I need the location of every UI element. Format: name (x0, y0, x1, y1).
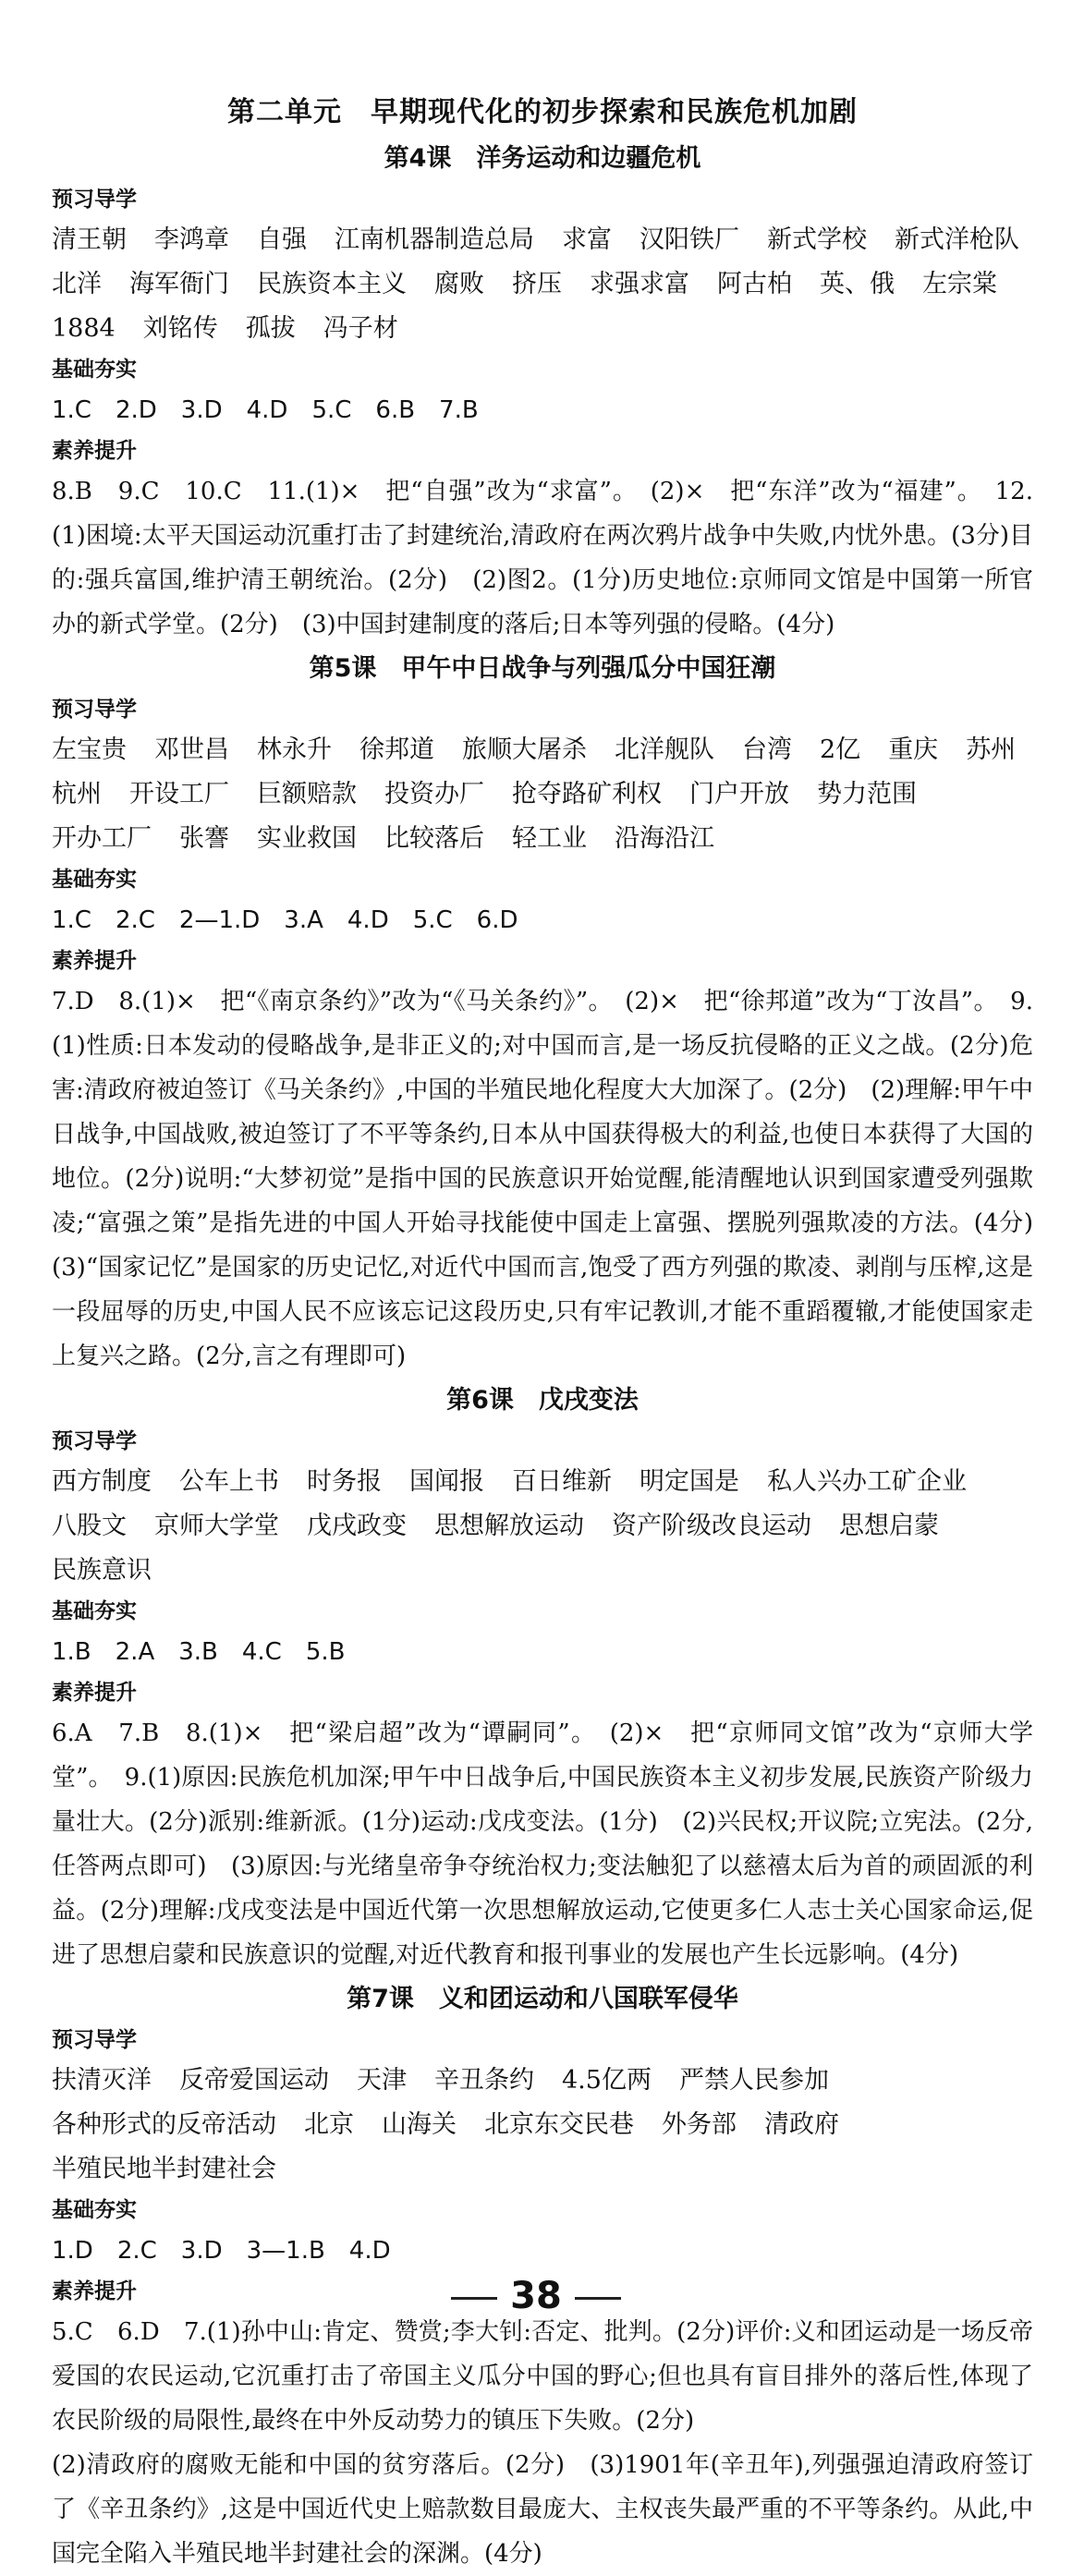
literacy-answer: 8.B 9.C 10.C 11.(1)× 把“自强”改为“求富”。 (2)× 把“东洋”改为“福建”。 12.(1)困境:太平天国运动沉重打击了封建统治,清政府在两次鸦片战争中失败,内忧外患。(3分)目的:强兵富国,维护清王朝统治。(2分) (2)图2。(1分)历史地位:京师同文馆是中国第一所官办的新式学堂。(2分) (3)中国封建制度的落后;日本等列强的侵略。(4分) (52, 478, 1033, 638)
term: 英、俄 (820, 270, 895, 298)
preview-terms (52, 2059, 1033, 2192)
term: 民族意识 (52, 1556, 152, 1585)
lesson-section (52, 1379, 1033, 1977)
term: 京师大学堂 (154, 1512, 279, 1540)
basic-answers: 1.C 2.D 3.D 4.D 5.C 6.B 7.B (52, 396, 479, 424)
section-heading-literacy: 素养提升 (52, 949, 137, 973)
term: 左宗棠 (922, 270, 997, 298)
term: 冯子材 (323, 314, 398, 343)
lesson-section (52, 137, 1033, 647)
term: 杭州 (52, 780, 102, 808)
term: 开设工厂 (129, 780, 229, 808)
lesson-title: 第7课 义和团运动和八国联军侵华 (347, 1985, 738, 2013)
term: 百日维新 (512, 1467, 612, 1496)
preview-terms (52, 1460, 1033, 1593)
lesson-title: 第5课 甲午中日战争与列强瓜分中国狂潮 (309, 654, 776, 683)
term: 外务部 (662, 2110, 737, 2139)
page-number-text: 38 (510, 2275, 562, 2317)
basic-answers: 1.D 2.C 3.D 3—1.B 4.D (52, 2237, 391, 2265)
term: 轻工业 (512, 824, 587, 853)
term: 私人兴办工矿企业 (767, 1467, 967, 1496)
term: 沿海沿江 (615, 824, 714, 853)
section-heading-literacy: 素养提升 (52, 2279, 137, 2303)
section-heading-preview: 预习导学 (52, 1429, 137, 1453)
term: 民族资本主义 (257, 270, 407, 298)
term: 公车上书 (179, 1467, 279, 1496)
literacy-answer: (2)清政府的腐败无能和中国的贫穷落后。(2分) (3)1901年(辛丑年),列强强迫清政府签订了《辛丑条约》,这是中国近代史上赔款数目最庞大、主权丧失最严重的不平等条约。从此,中国完全陷入半殖民地半封建社会的深渊。(4分) (52, 2451, 1033, 2568)
term: 扶清灭洋 (52, 2066, 152, 2095)
term: 思想启蒙 (839, 1512, 939, 1540)
literacy-answer: 6.A 7.B 8.(1)× 把“梁启超”改为“谭嗣同”。 (2)× 把“京师同文馆”改为“京师大学堂”。 9.(1)原因:民族危机加深;甲午中日战争后,中国民族资本主义初步发展,民族资产阶级力量壮大。(2分)派别:维新派。(1分)运动:戊戌变法。(1分) (2)兴民权;开议院;立宪法。(2分,任答两点即可) (3)原因:与光绪皇帝争夺统治权力;变法触犯了以慈禧太后为首的顽固派的利益。(2分)理解:戊戌变法是中国近代第一次思想解放运动,它使更多仁人志士关心国家命运,促进了思想启蒙和民族意识的觉醒,对近代教育和报刊事业的发展也产生长远影响。(4分) (52, 1719, 1033, 1969)
term: 抢夺路矿利权 (512, 780, 662, 808)
term: 求强求富 (590, 270, 689, 298)
literacy-answer: 5.C 6.D 7.(1)孙中山:肯定、赞赏;李大钊:否定、批判。(2分)评价:义和团运动是一场反帝爱国的农民运动,它沉重打击了帝国主义瓜分中国的野心;但也具有盲目排外的落后性,体现了农民阶级的局限性,最终在中外反动势力的镇压下失败。(2分) (52, 2318, 1033, 2435)
term: 挤压 (512, 270, 562, 298)
term: 八股文 (52, 1512, 127, 1540)
term: 辛丑条约 (434, 2066, 534, 2095)
section-heading-basic: 基础夯实 (52, 1599, 137, 1623)
term: 实业救国 (257, 824, 357, 853)
term: 明定国是 (640, 1467, 739, 1496)
term: 山海关 (382, 2110, 457, 2139)
lesson-title: 第4课 洋务运动和边疆危机 (384, 144, 701, 173)
term: 孤拔 (245, 314, 296, 343)
basic-answers: 1.B 2.A 3.B 4.C 5.B (52, 1638, 346, 1666)
term: 阿古柏 (717, 270, 792, 298)
section-heading-literacy: 素养提升 (52, 1681, 137, 1705)
unit-title: 第二单元 早期现代化的初步探索和民族危机加剧 (227, 96, 858, 128)
term: 4.5亿两 (562, 2066, 652, 2095)
lesson-title: 第6课 戊戌变法 (446, 1386, 639, 1415)
term: 1884 (52, 314, 116, 343)
term: 天津 (357, 2066, 407, 2095)
term: 半殖民地半封建社会 (52, 2155, 276, 2183)
preview-terms (52, 218, 1033, 351)
term: 各种形式的反帝活动 (52, 2110, 276, 2139)
term: 北京东交民巷 (484, 2110, 634, 2139)
dash-right (575, 2297, 621, 2300)
term: 江南机器制造总局 (335, 225, 534, 254)
term: 巨额赔款 (257, 780, 357, 808)
term: 重庆 (888, 735, 939, 764)
dash-left (451, 2297, 497, 2300)
lesson-section (52, 647, 1058, 1379)
term: 刘铭传 (142, 314, 218, 343)
term: 门户开放 (689, 780, 789, 808)
term: 思想解放运动 (434, 1512, 584, 1540)
term: 汉阳铁厂 (640, 225, 739, 254)
term: 左宝贵 (52, 735, 127, 764)
term: 比较落后 (384, 824, 484, 853)
term: 邓世昌 (154, 735, 229, 764)
term: 国闻报 (409, 1467, 484, 1496)
section-heading-basic: 基础夯实 (52, 868, 137, 892)
term: 徐邦道 (359, 735, 434, 764)
term: 李鸿章 (154, 225, 229, 254)
section-heading-basic: 基础夯实 (52, 358, 137, 382)
section-heading-basic: 基础夯实 (52, 2198, 137, 2222)
term: 2亿 (820, 735, 861, 764)
term: 求富 (562, 225, 612, 254)
literacy-answer: 7.D 8.(1)× 把“《南京条约》”改为“《马关条约》”。 (2)× 把“徐邦道”改为“丁汝昌”。 9.(1)性质:日本发动的侵略战争,是非正义的;对中国而言,是一场反抗侵略的正义之战。(2分)危害:清政府被迫签订《马关条约》,中国的半殖民地化程度大大加深了。(2分) (2)理解:甲午中日战争,中国战败,被迫签订了不平等条约,日本从中国获得极大的利益,也使日本获得了大国的地位。(2分)说明:“大梦初觉”是指中国的民族意识开始觉醒,能清醒地认识到国家遭受列强欺凌;“富强之策”是指先进的中国人开始寻找能使中国走上富强、摆脱列强欺凌的方法。(4分) (3)“国家记忆”是国家的历史记忆,对近代中国而言,饱受了西方列强的欺凌、剥削与压榨,这是一段屈辱的历史,中国人民不应该忘记这段历史,只有牢记教训,才能不重蹈覆辙,才能使国家走上复兴之路。(2分,言之有理即可) (52, 988, 1058, 1370)
term: 腐败 (434, 270, 484, 298)
term: 清王朝 (52, 225, 127, 254)
term: 北洋 (52, 270, 102, 298)
section-heading-preview: 预习导学 (52, 2028, 137, 2052)
term: 西方制度 (52, 1467, 152, 1496)
preview-terms (52, 728, 1033, 861)
term: 开办工厂 (52, 824, 152, 853)
term: 新式洋枪队 (895, 225, 1019, 254)
term: 时务报 (307, 1467, 382, 1496)
section-heading-literacy: 素养提升 (52, 439, 137, 463)
term: 张謇 (179, 824, 229, 853)
term: 势力范围 (817, 780, 917, 808)
term: 新式学校 (767, 225, 867, 254)
term: 资产阶级改良运动 (612, 1512, 811, 1540)
term: 海军衙门 (129, 270, 229, 298)
term: 林永升 (257, 735, 332, 764)
term: 清政府 (764, 2110, 839, 2139)
term: 投资办厂 (384, 780, 484, 808)
section-heading-preview: 预习导学 (52, 698, 137, 722)
term: 苏州 (966, 735, 1017, 764)
basic-answers: 1.C 2.C 2—1.D 3.A 4.D 5.C 6.D (52, 906, 518, 934)
term: 自强 (257, 225, 307, 254)
term: 戊戌政变 (307, 1512, 407, 1540)
term: 台湾 (742, 735, 792, 764)
page-number (0, 2268, 1072, 2324)
lessons-container (52, 137, 1058, 2576)
term: 旅顺大屠杀 (462, 735, 587, 764)
term: 严禁人民参加 (678, 2066, 829, 2095)
term: 反帝爱国运动 (179, 2066, 329, 2095)
term: 北洋舰队 (615, 735, 714, 764)
section-heading-preview: 预习导学 (52, 188, 137, 212)
term: 北京 (304, 2110, 354, 2139)
